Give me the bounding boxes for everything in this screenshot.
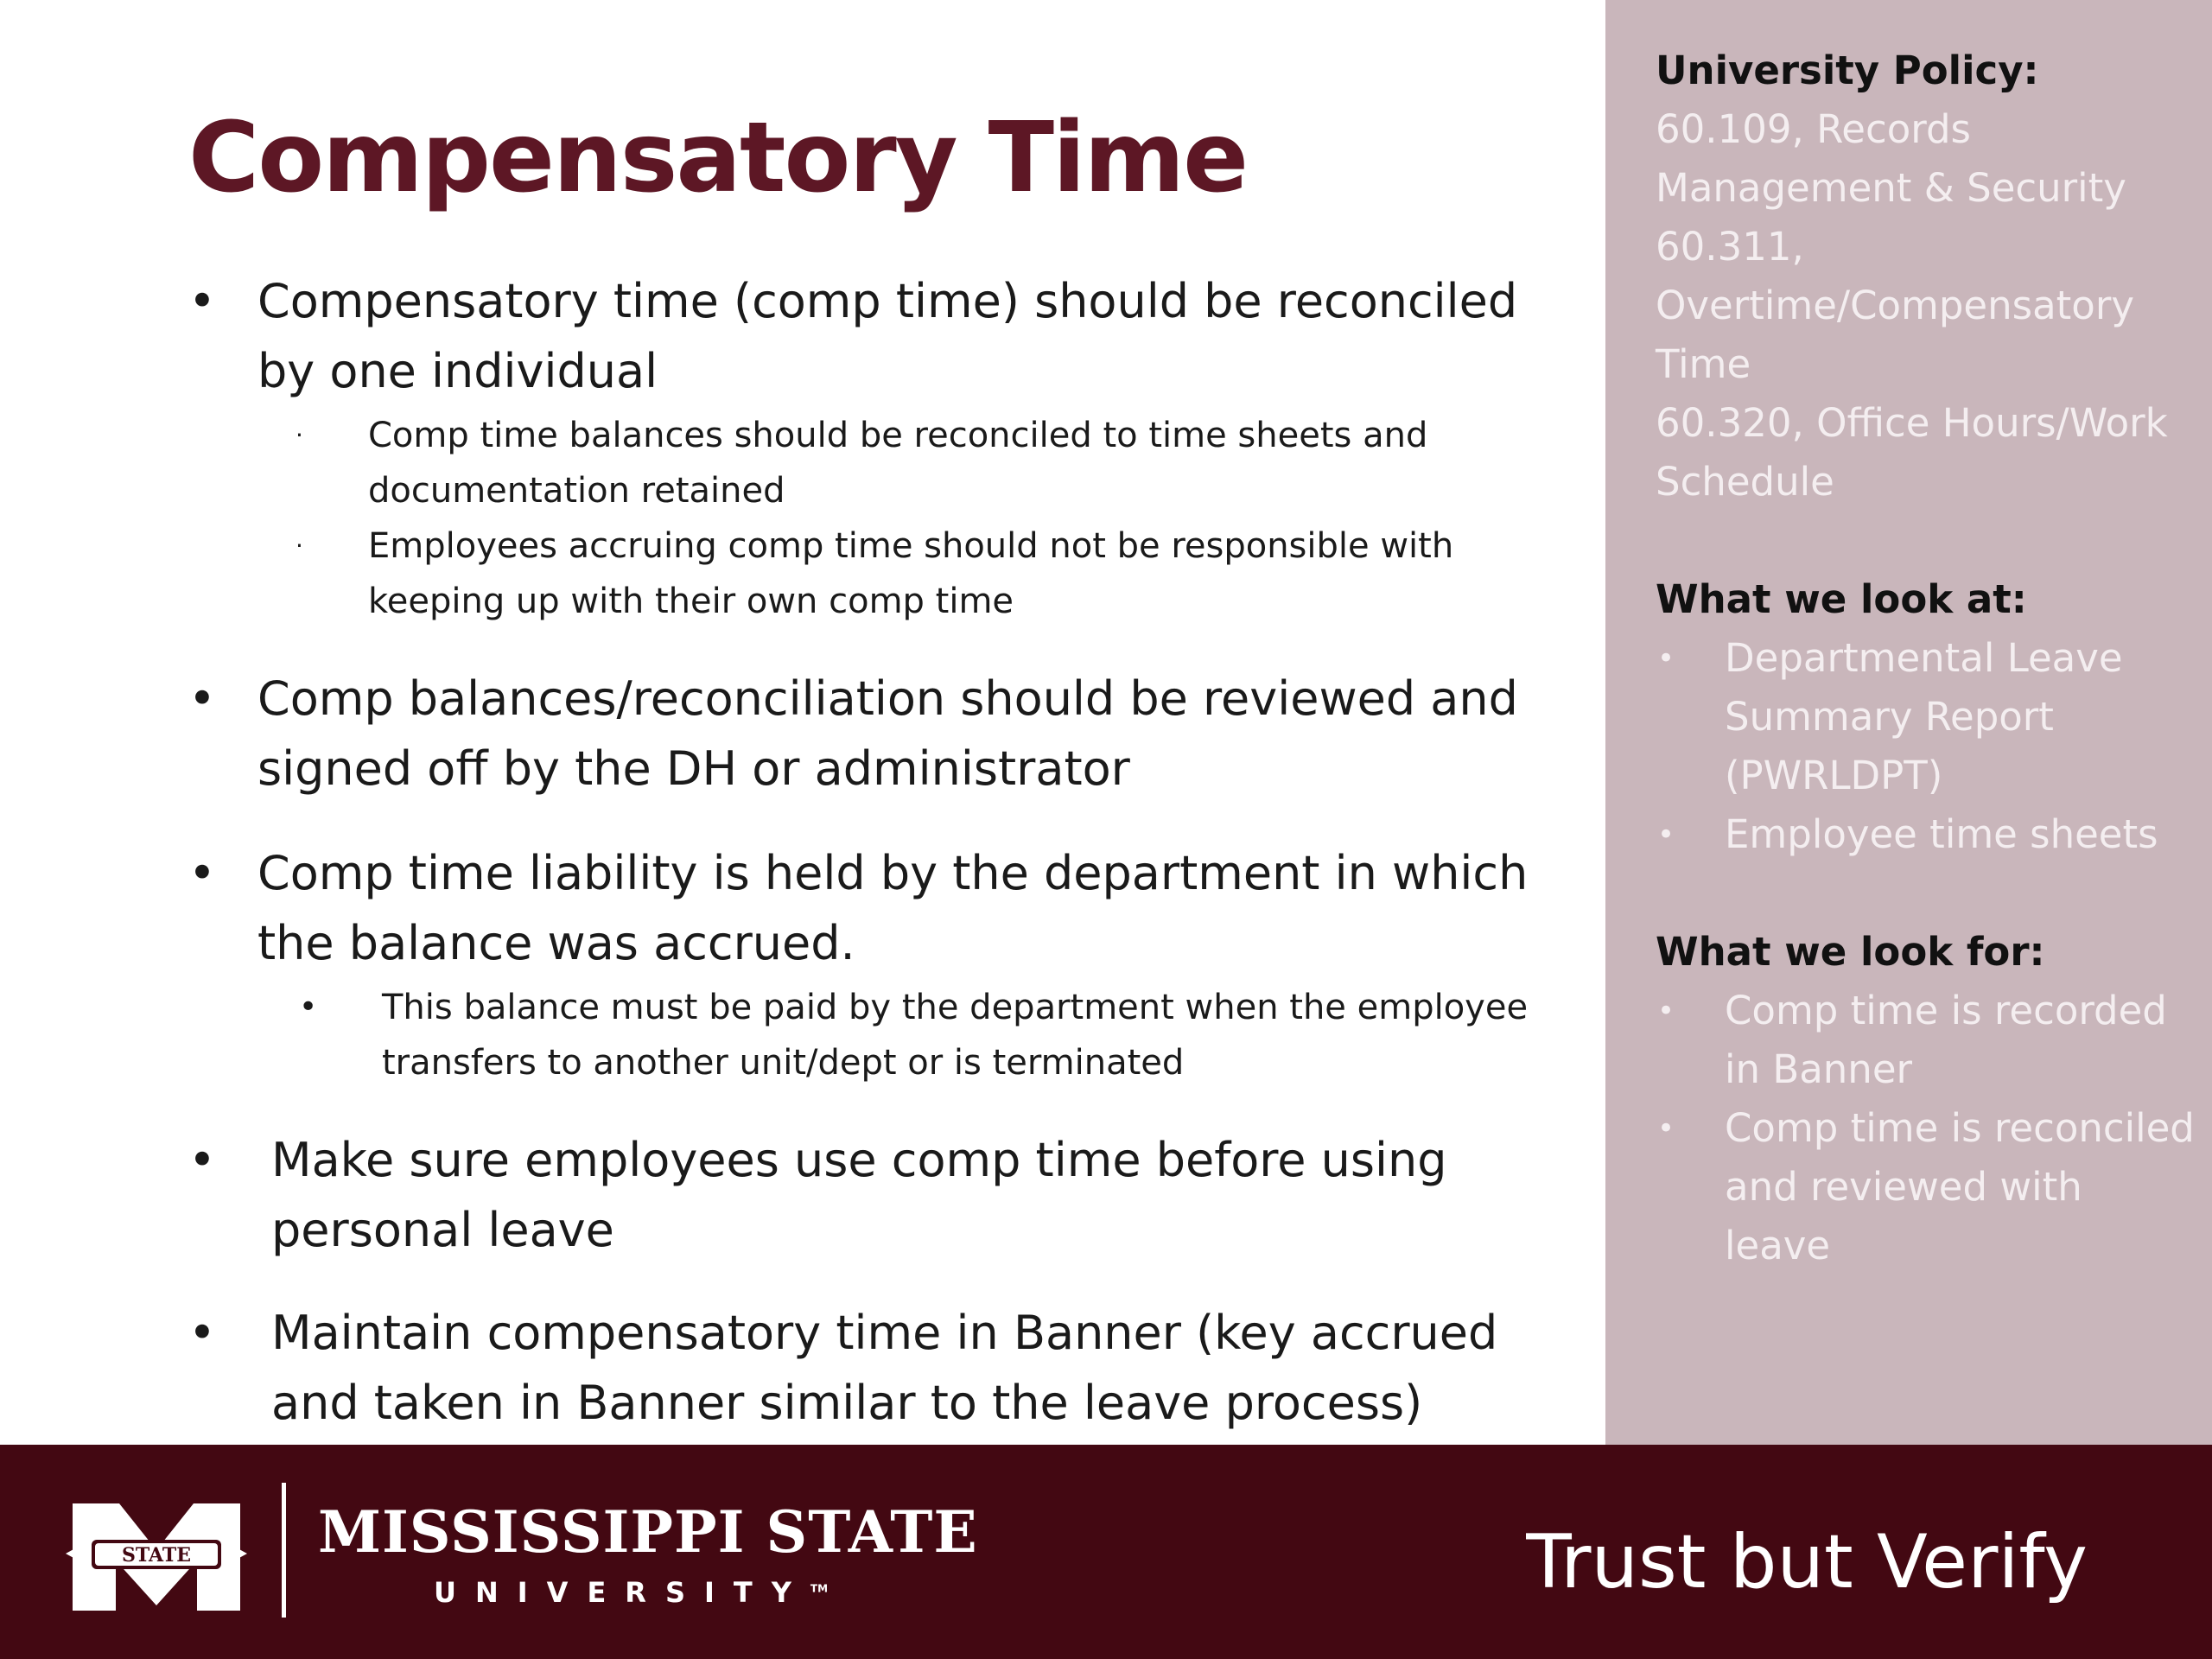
bullet-icon: • [1657,1111,1675,1146]
bullet-icon: • [1657,994,1675,1028]
sub-bullet-item [188,408,1536,518]
university-subtitle: UNIVERSITY™ [434,1576,829,1609]
bullet-icon: • [188,274,216,328]
bullet-item [188,838,1536,978]
bullet-icon: • [1657,641,1675,676]
tagline: Trust but Verify [1526,1519,2088,1605]
bullet-icon: • [1657,817,1675,852]
look-for-item [1656,982,2200,1099]
look-at-text: Employee time sheets [1725,811,2158,857]
sub-bullet-text: Comp time balances should be reconciled to time sheets and documentation retained [368,416,1428,511]
bullet-icon: • [188,1306,216,1360]
bullet-item [188,664,1536,804]
policy-item: 60.320, Office Hours/Work Schedule [1656,400,2168,505]
bullet-text: Maintain compensatory time in Banner (key accrued and taken in Banner similar to the leave process) [271,1306,1498,1430]
sub-bullet-icon: · [296,531,303,560]
university-name: MISSISSIPPI STATE [318,1498,978,1566]
bullet-text: Compensatory time (comp time) should be reconciled by one individual [257,274,1518,398]
bullet-text: Comp balances/reconciliation should be reviewed and signed off by the DH or administrator [257,671,1518,796]
bullet-icon: • [188,1133,216,1187]
sub-bullet-item [188,980,1536,1090]
look-for-item [1656,1099,2200,1275]
bullet-text: Make sure employees use comp time before using personal leave [271,1133,1447,1257]
sub-bullet-item [188,518,1536,629]
logo-divider [282,1483,286,1618]
bullet-icon: • [188,671,216,726]
logo-badge-text: STATE [121,1544,192,1567]
look-for-heading: What we look for: [1656,929,2045,975]
footer-bar [0,1445,2212,1659]
look-at-text: Departmental Leave Summary Report (PWRLDPT) [1725,635,2123,798]
msu-logo-icon [66,1500,247,1614]
sub-bullet-text: Employees accruing comp time should not be responsible with keeping up with their own comp time [368,526,1454,621]
look-at-heading: What we look at: [1656,576,2027,622]
look-for-text: Comp time is reconciled and reviewed with leave [1725,1105,2195,1268]
policy-item: 60.311, Overtime/Compensatory Time [1656,224,2134,387]
sub-bullet-icon: · [296,421,303,449]
bullet-item [188,1298,1536,1438]
sub-bullet-text: This balance must be paid by the department when the employee transfers to another unit/dept or is terminated [382,988,1529,1083]
policy-heading: University Policy: [1656,48,2039,93]
slide-title: Compensatory Time [188,102,1248,214]
bullet-item [188,1125,1536,1265]
sub-bullet-icon: • [299,989,318,1025]
look-at-item [1656,805,2200,864]
look-at-item [1656,629,2200,805]
bullet-text: Comp time liability is held by the department in which the balance was accrued. [257,846,1529,970]
bullet-icon: • [188,846,216,900]
main-content [188,266,1536,1438]
policy-item: 60.109, Records Management & Security [1656,106,2126,211]
look-for-text: Comp time is recorded in Banner [1725,988,2167,1092]
bullet-item [188,266,1536,406]
trademark-mark: TM [810,1582,829,1595]
policy-sidebar [1605,0,2212,1445]
